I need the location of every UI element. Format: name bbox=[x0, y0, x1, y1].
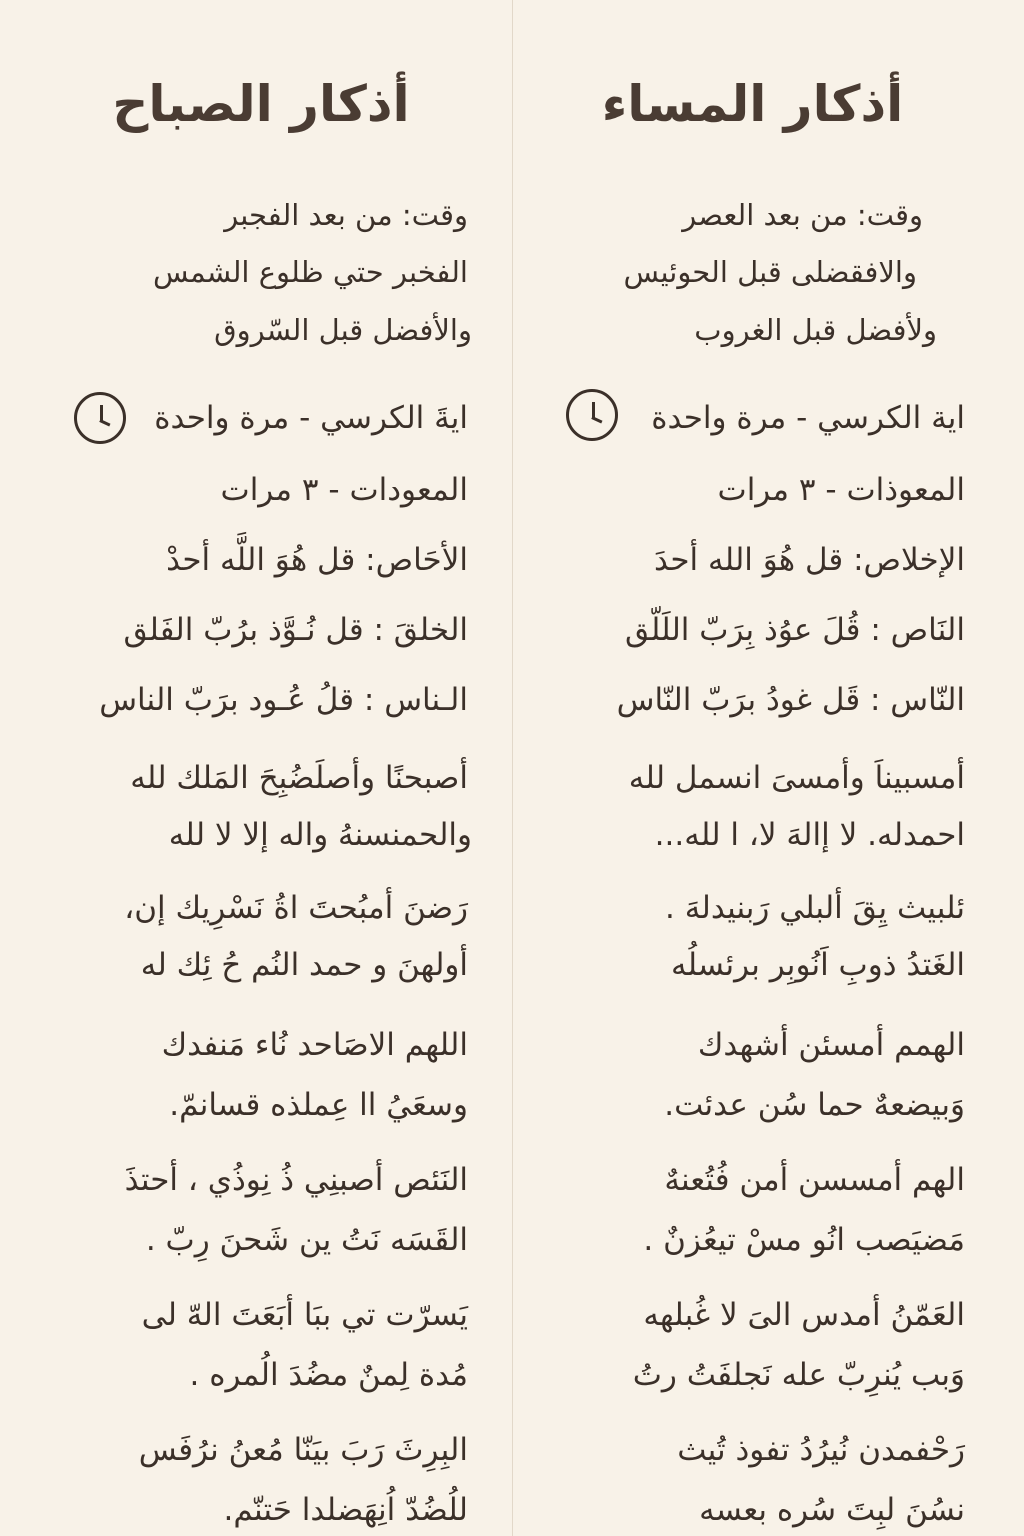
morning-paragraph-line: مُدة لِمنٌ مضُدَ الُمره . bbox=[189, 1357, 468, 1393]
evening-title: أذكار المساء bbox=[601, 75, 904, 133]
morning-paragraph-line: النَئص أصبنِي ذُ نِوذُي ، أحتذَ bbox=[124, 1162, 468, 1198]
morning-item: الخلقَ : قل نُـوَّذ برُبّ الفَلق bbox=[123, 612, 468, 648]
morning-paragraph-line: يَسرّت تي ببَا أبَعَتَ الهّ لى bbox=[141, 1297, 468, 1333]
column-divider bbox=[512, 0, 513, 1536]
evening-adhkar-column bbox=[540, 0, 965, 1536]
morning-paragraph-line: للُضُدّ اُنِهَضلدا حَتنّم. bbox=[223, 1492, 468, 1528]
morning-item: الـناس : قلُ عُـود برَبّ الناس bbox=[99, 682, 468, 718]
morning-time-line: والأفضل قبل السّروق bbox=[214, 313, 472, 347]
morning-item: ايةَ الكرسي - مرة واحدة bbox=[154, 400, 468, 436]
evening-paragraph-line: رَحْفمدن نُيرُدُ تفوذ تُيث bbox=[677, 1432, 965, 1468]
morning-paragraph-line: أولهنَ و حمد النُم حُ ئِك له bbox=[140, 947, 468, 983]
morning-paragraph-line: أصبحنًا وأصلَضُبِحَ المَلك لله bbox=[130, 760, 468, 796]
morning-paragraph-line: البِرِثَ رَبَ بيَنّا مُعنُ نرُفَس bbox=[138, 1432, 468, 1468]
evening-paragraph-line: العَمّنُ أمدس الىَ لا غُبلهه bbox=[643, 1297, 965, 1333]
evening-paragraph-line: الهم أمسسن أمن فُتُعنهٌ bbox=[664, 1162, 965, 1198]
morning-title: أذكار الصباح bbox=[112, 75, 410, 133]
clock-icon bbox=[74, 392, 126, 444]
evening-paragraph-line: ئلبيث يِقَ ألبلي رَبنيدلهَ . bbox=[665, 890, 965, 926]
morning-time-line: الفخبر حتي ظلوع الشمس bbox=[152, 255, 468, 289]
evening-time-line: ولأفضل قبل الغروب bbox=[694, 313, 937, 347]
morning-time-line: وقت: من بعد الفجبر bbox=[224, 198, 468, 232]
evening-paragraph-line: الغَتدُ ذوبِ اَنُوبِر برئسلُه bbox=[670, 947, 965, 983]
morning-paragraph-line: وسعَيُ اا عِملذه قسانمّ. bbox=[169, 1087, 468, 1123]
morning-item: المعودات - ٣ مرات bbox=[220, 472, 468, 508]
clock-icon bbox=[566, 389, 618, 441]
evening-time-line: وقت: من بعد العصر bbox=[682, 198, 923, 232]
evening-paragraph-line: مَضيَصب انُو مسْ تيعُزنٌ . bbox=[643, 1222, 965, 1258]
evening-item: النَاص : قُلَ عوُذ بِرَبّ اللَلّق bbox=[624, 612, 965, 648]
evening-item: النّاس : قَل غودُ برَبّ النّاس bbox=[616, 682, 965, 718]
morning-paragraph-line: القَسَه نَتُ ين شَحنَ رِبّ . bbox=[145, 1222, 468, 1258]
morning-adhkar-column bbox=[50, 0, 472, 1536]
evening-paragraph-line: وَبيضعهٌ حما سُن عدئت. bbox=[664, 1087, 965, 1123]
morning-item: الأحَاص: قل هُوَ اللَّه أحدْ bbox=[166, 542, 468, 578]
evening-item: الإخلاص: قل هُوَ الله أحدَ bbox=[654, 542, 965, 578]
evening-item: المعوذات - ٣ مرات bbox=[717, 472, 965, 508]
morning-paragraph-line: رَضنَ أمبُحتَ اةُ نَسْرِيك إن، bbox=[124, 890, 468, 926]
morning-paragraph-line: اللهم الاصَاحد نُاء مَنفدك bbox=[161, 1027, 468, 1063]
morning-paragraph-line: والحمنسنهُ واله إلا لا لله bbox=[168, 817, 472, 853]
evening-item: اية الكرسي - مرة واحدة bbox=[651, 400, 965, 436]
evening-time-line: والافقضلى قبل الحوئيس bbox=[623, 255, 917, 289]
evening-paragraph-line: وَبب يُنرِبّ عله نَجلفَتُ رتُ bbox=[632, 1357, 965, 1393]
evening-paragraph-line: الهمم أمسئن أشهدك bbox=[697, 1027, 965, 1063]
evening-paragraph-line: احمدله. لا إالهَ لا، ا لله... bbox=[654, 817, 965, 853]
evening-paragraph-line: أمسبيناَ وأمسىَ انسمل لله bbox=[628, 760, 965, 796]
evening-paragraph-line: نسُنَ لبِتَ سُره بعسه bbox=[699, 1492, 965, 1528]
